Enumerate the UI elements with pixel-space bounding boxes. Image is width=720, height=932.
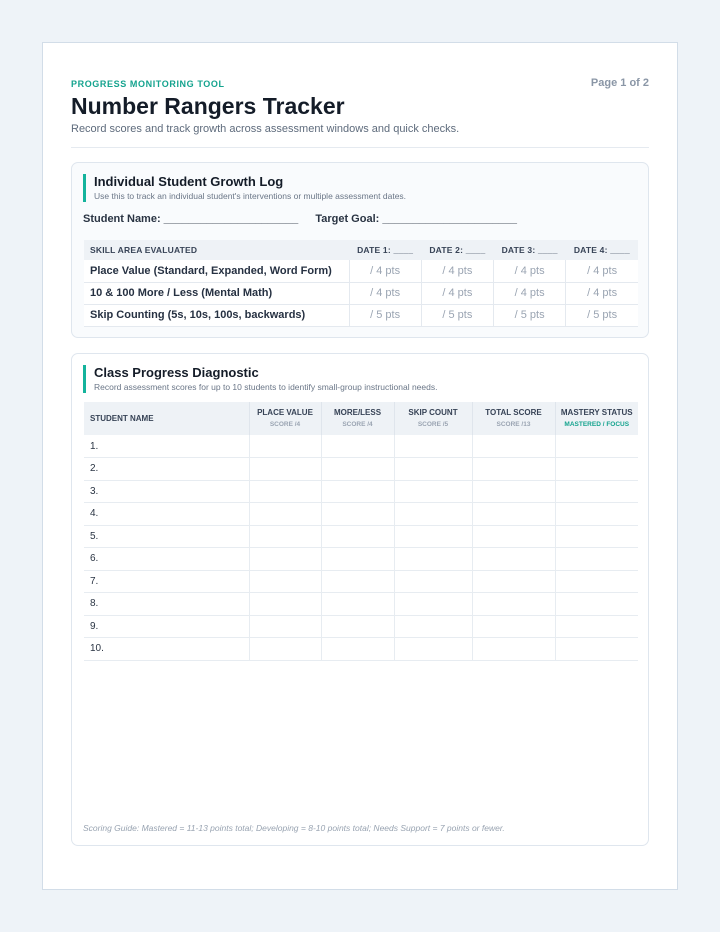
score-cell[interactable] [555, 593, 638, 616]
score-cell[interactable] [249, 615, 321, 638]
score-cell[interactable]: / 5 pts [349, 304, 421, 326]
table-row [84, 282, 638, 304]
table-row [84, 304, 638, 326]
student-row-number[interactable]: 7. [84, 570, 249, 593]
growth-log-header-row [84, 240, 638, 260]
score-cell[interactable] [394, 638, 472, 661]
score-cell[interactable] [472, 503, 555, 526]
score-cell[interactable] [555, 458, 638, 481]
skill-name: 10 & 100 More / Less (Mental Math) [84, 282, 349, 304]
page-title: Number Rangers Tracker [71, 93, 345, 119]
score-cell[interactable]: / 5 pts [494, 304, 566, 326]
col-skip-count: SKIP COUNT SCORE /5 [394, 402, 472, 435]
table-row [84, 458, 638, 481]
score-cell[interactable] [472, 593, 555, 616]
score-cell[interactable] [555, 615, 638, 638]
table-row [84, 615, 638, 638]
growth-log-card [71, 162, 649, 338]
student-row-number[interactable]: 5. [84, 525, 249, 548]
score-cell[interactable] [249, 458, 321, 481]
table-row [84, 435, 638, 458]
student-row-number[interactable]: 6. [84, 548, 249, 571]
score-cell[interactable] [555, 480, 638, 503]
score-cell[interactable] [321, 503, 394, 526]
page-number: Page 1 of 2 [590, 77, 649, 89]
score-cell[interactable]: / 5 pts [566, 304, 638, 326]
score-cell[interactable] [472, 615, 555, 638]
score-cell[interactable] [321, 638, 394, 661]
score-cell[interactable] [394, 503, 472, 526]
class-diagnostic-subtitle: Record assessment scores for up to 10 students to identify small-group instructional needs. [94, 382, 438, 392]
score-cell[interactable] [472, 458, 555, 481]
skill-name: Place Value (Standard, Expanded, Word Form) [84, 260, 349, 282]
score-cell[interactable]: / 4 pts [421, 282, 493, 304]
score-cell[interactable] [321, 458, 394, 481]
score-cell[interactable]: / 4 pts [566, 282, 638, 304]
growth-log-header [83, 174, 406, 202]
score-cell[interactable] [394, 480, 472, 503]
table-row [84, 525, 638, 548]
growth-log-table [84, 240, 638, 327]
col-mastery-status: MASTERY STATUS MASTERED / FOCUS [555, 402, 638, 435]
score-cell[interactable] [555, 570, 638, 593]
score-cell[interactable] [249, 525, 321, 548]
score-cell[interactable] [555, 503, 638, 526]
col-date-2: DATE 2: ____ [421, 240, 493, 260]
col-total-score: TOTAL SCORE SCORE /13 [472, 402, 555, 435]
score-cell[interactable] [472, 480, 555, 503]
col-skill-area: SKILL AREA EVALUATED [84, 240, 349, 260]
score-cell[interactable] [555, 525, 638, 548]
score-cell[interactable] [394, 525, 472, 548]
score-cell[interactable] [394, 615, 472, 638]
score-cell[interactable] [394, 458, 472, 481]
score-cell[interactable] [555, 435, 638, 458]
score-cell[interactable] [472, 638, 555, 661]
col-date-4: DATE 4: ____ [566, 240, 638, 260]
header-divider [71, 147, 649, 148]
score-cell[interactable] [394, 593, 472, 616]
table-row [84, 480, 638, 503]
score-cell[interactable] [472, 435, 555, 458]
score-cell[interactable] [472, 548, 555, 571]
score-cell[interactable] [249, 593, 321, 616]
score-cell[interactable]: / 4 pts [349, 260, 421, 282]
class-diagnostic-title: Class Progress Diagnostic [94, 365, 259, 380]
score-cell[interactable] [472, 570, 555, 593]
score-cell[interactable] [249, 503, 321, 526]
class-diagnostic-body [84, 435, 638, 660]
class-diagnostic-header-row [84, 402, 638, 435]
score-cell[interactable] [394, 435, 472, 458]
table-row [84, 548, 638, 571]
score-cell[interactable] [321, 570, 394, 593]
eyebrow-label: PROGRESS MONITORING TOOL [71, 79, 225, 89]
score-cell[interactable] [321, 615, 394, 638]
table-row [84, 638, 638, 661]
table-row [84, 570, 638, 593]
score-cell[interactable] [555, 548, 638, 571]
score-cell[interactable] [321, 480, 394, 503]
col-more-less: MORE/LESS SCORE /4 [321, 402, 394, 435]
score-cell[interactable]: / 4 pts [494, 282, 566, 304]
growth-log-title: Individual Student Growth Log [94, 174, 284, 189]
score-cell[interactable] [249, 480, 321, 503]
score-cell[interactable] [321, 548, 394, 571]
class-diagnostic-table [84, 402, 638, 661]
student-row-number[interactable]: 10. [84, 638, 249, 661]
score-cell[interactable] [394, 548, 472, 571]
worksheet-page [42, 42, 678, 890]
col-place-value: PLACE VALUE SCORE /4 [249, 402, 321, 435]
scoring-guide: Scoring Guide: Mastered = 11-13 points total; Developing = 8-10 points total; Needs Support = 7 points or fewer. [83, 823, 505, 833]
student-name-field[interactable]: Student Name: ______________________ [83, 213, 299, 225]
score-cell[interactable]: / 4 pts [494, 260, 566, 282]
student-row-number[interactable]: 2. [84, 458, 249, 481]
col-date-3: DATE 3: ____ [494, 240, 566, 260]
score-cell[interactable] [249, 570, 321, 593]
score-cell[interactable] [321, 525, 394, 548]
score-cell[interactable] [321, 593, 394, 616]
score-cell[interactable] [472, 525, 555, 548]
student-fields [83, 213, 531, 225]
score-cell[interactable]: / 4 pts [421, 260, 493, 282]
score-cell[interactable] [249, 435, 321, 458]
score-cell[interactable]: / 4 pts [566, 260, 638, 282]
score-cell[interactable] [249, 548, 321, 571]
growth-log-subtitle: Use this to track an individual student's interventions or multiple assessment dates. [94, 191, 407, 201]
target-goal-field[interactable]: Target Goal: ______________________ [315, 213, 517, 225]
score-cell[interactable] [321, 435, 394, 458]
class-diagnostic-header [83, 365, 437, 393]
score-cell[interactable] [555, 638, 638, 661]
class-diagnostic-card [71, 353, 649, 846]
table-row [84, 503, 638, 526]
table-row [84, 260, 638, 282]
student-row-number[interactable]: 3. [84, 480, 249, 503]
student-row-number[interactable]: 8. [84, 593, 249, 616]
score-cell[interactable] [249, 638, 321, 661]
student-row-number[interactable]: 4. [84, 503, 249, 526]
skill-name: Skip Counting (5s, 10s, 100s, backwards) [84, 304, 349, 326]
score-cell[interactable]: / 5 pts [421, 304, 493, 326]
table-row [84, 593, 638, 616]
student-row-number[interactable]: 9. [84, 615, 249, 638]
score-cell[interactable]: / 4 pts [349, 282, 421, 304]
col-student-name: STUDENT NAME [84, 402, 249, 435]
score-cell[interactable] [394, 570, 472, 593]
col-date-1: DATE 1: ____ [349, 240, 421, 260]
student-row-number[interactable]: 1. [84, 435, 249, 458]
page-subtitle: Record scores and track growth across assessment windows and quick checks. [71, 123, 460, 135]
